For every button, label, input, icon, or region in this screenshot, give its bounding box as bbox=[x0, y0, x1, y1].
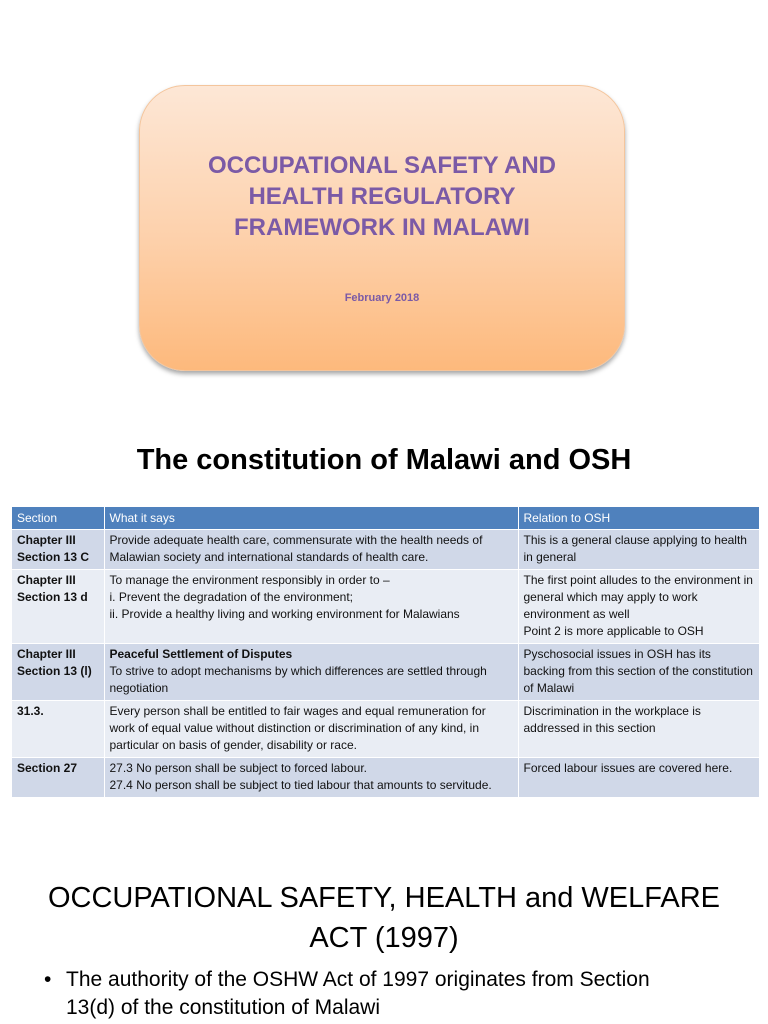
table-row bbox=[12, 530, 759, 570]
header-what-it-says: What it says bbox=[104, 507, 518, 530]
header-relation-to-osh: Relation to OSH bbox=[518, 507, 759, 530]
table-row bbox=[12, 570, 759, 644]
cell-relation: Forced labour issues are covered here. bbox=[518, 758, 759, 798]
cell-what-it-says: To manage the environment responsibly in order to – i. Prevent the degradation of the environment; ii. Provide a healthy living and working environment for Malawians bbox=[104, 570, 518, 644]
constitution-table bbox=[12, 507, 760, 797]
cell-what-it-says: 27.3 No person shall be subject to forced labour. 27.4 No person shall be subject to tied labour that amounts to servitude. bbox=[104, 758, 518, 798]
table-header-row bbox=[12, 507, 759, 530]
bullet-dot-icon: • bbox=[44, 968, 52, 991]
cell-section: Section 27 bbox=[12, 758, 104, 798]
cell-section: Chapter III Section 13 (l) bbox=[12, 644, 104, 701]
cell-what-it-says: Provide adequate health care, commensurate with the health needs of Malawian society and international standards of health care. bbox=[104, 530, 518, 570]
cell-what-it-says-title: Peaceful Settlement of Disputes bbox=[109, 647, 293, 661]
cell-relation: Pyschosocial issues in OSH has its backing from this section of the constitution of Malawi bbox=[518, 644, 759, 701]
header-section: Section bbox=[12, 507, 104, 530]
cell-relation: Discrimination in the workplace is addressed in this section bbox=[518, 701, 759, 758]
act-heading: OCCUPATIONAL SAFETY, HEALTH and WELFARE ACT (1997) bbox=[47, 882, 720, 954]
presentation-date: February 2018 bbox=[344, 292, 420, 304]
cell-what-it-says: Every person shall be entitled to fair wages and equal remuneration for work of equal value without distinction or discrimination of any kind, in particular on basis of gender, disability or race. bbox=[104, 701, 518, 758]
constitution-heading: The constitution of Malawi and OSH bbox=[136, 444, 632, 476]
table-row bbox=[12, 644, 759, 701]
cell-relation: This is a general clause applying to health in general bbox=[518, 530, 759, 570]
cell-section: 31.3. bbox=[12, 701, 104, 758]
bullet-text: The authority of the OSHW Act of 1997 originates from Section 13(d) of the constitution of Malawi bbox=[66, 968, 650, 1019]
cell-relation: The first point alludes to the environment in general which may apply to work environment as well Point 2 is more applicable to OSH bbox=[518, 570, 759, 644]
presentation-title: OCCUPATIONAL SAFETY AND HEALTH REGULATORY FRAMEWORK IN MALAWI bbox=[207, 152, 556, 241]
title-card bbox=[139, 85, 625, 371]
cell-what-it-says bbox=[104, 644, 518, 701]
cell-section: Chapter III Section 13 d bbox=[12, 570, 104, 644]
cell-section: Chapter III Section 13 C bbox=[12, 530, 104, 570]
table-row bbox=[12, 758, 759, 798]
cell-what-it-says-body: To strive to adopt mechanisms by which differences are settled through negotiation bbox=[109, 664, 487, 695]
table-row bbox=[12, 701, 759, 758]
